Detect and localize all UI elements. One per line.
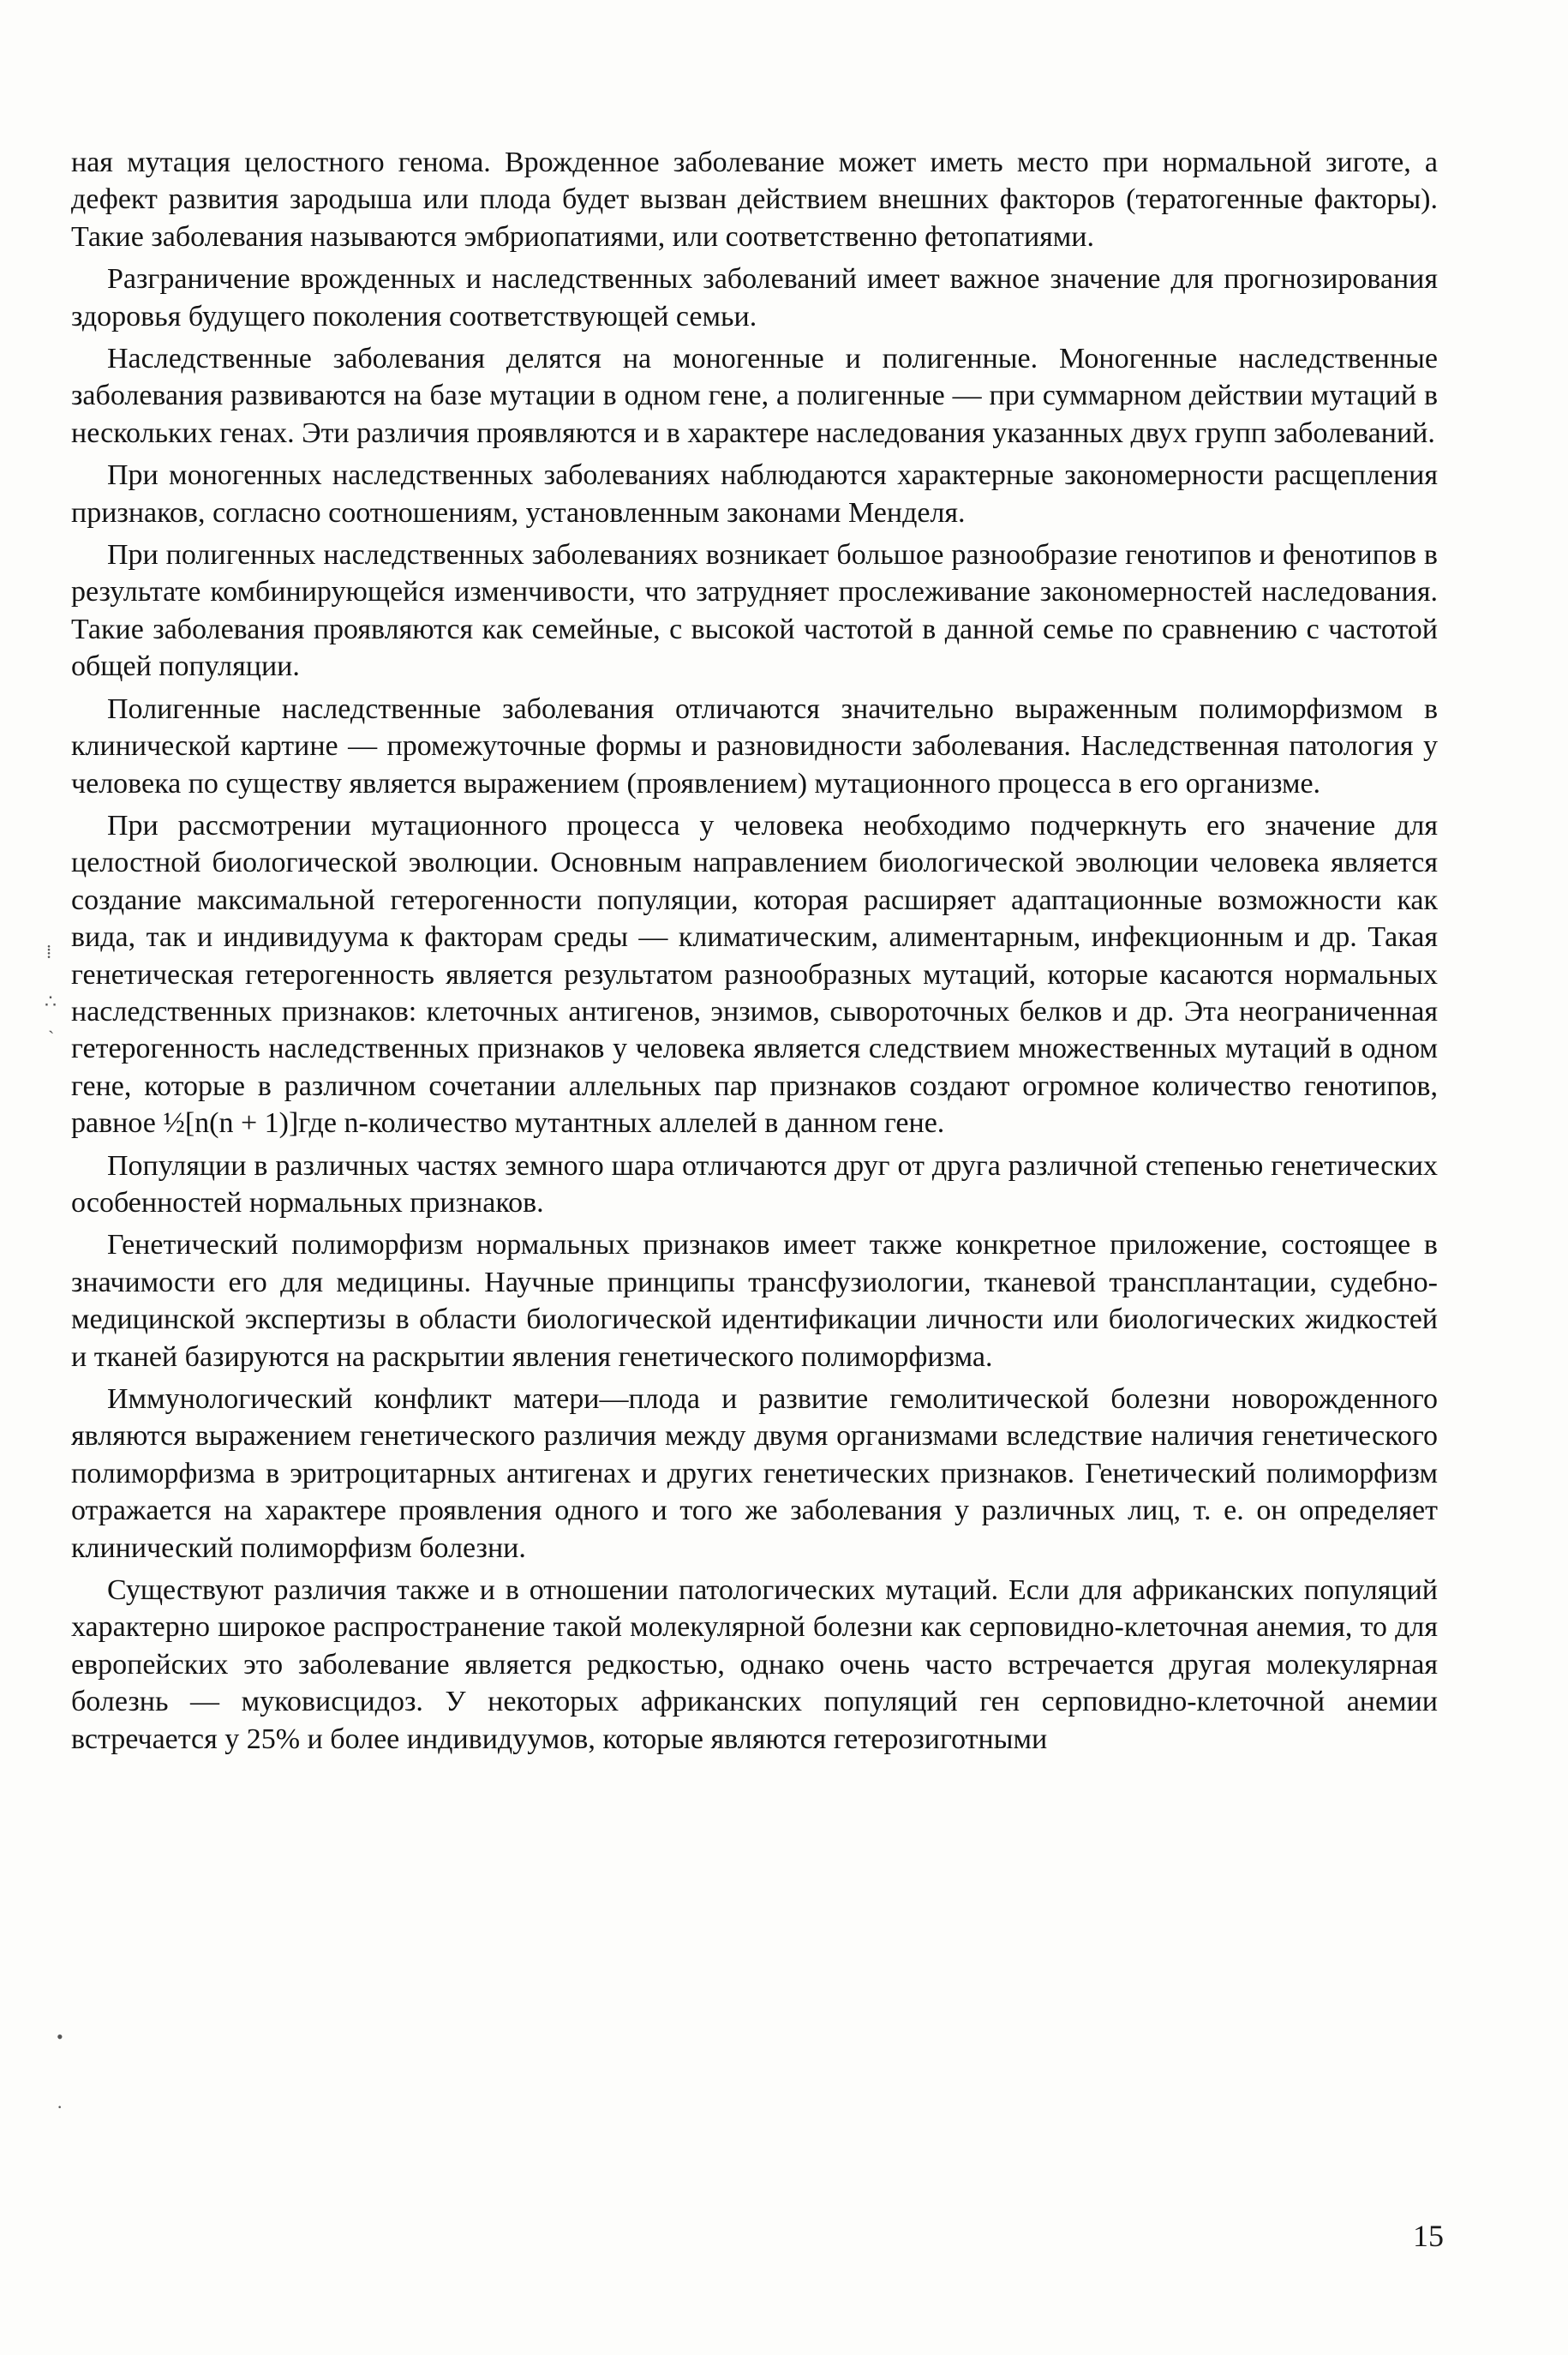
paragraph-8: Популяции в различных частях земного шара отличаются друг от друга различной степенью генетических особенностей нормальных признаков. — [71, 1149, 1438, 1219]
body-text — [71, 144, 1438, 1763]
margin-scan-mark: ∴ — [45, 991, 57, 1012]
paragraph-3: Наследственные заболевания делятся на моногенные и полигенные. Моногенные наследственные заболевания развиваются на базе мутации в одном гене, а полигенные — при суммарном действии мутаций в нескольких генах. Эти различия проявляются и в характере наследования указанных двух групп заболеваний. — [71, 343, 1438, 449]
paragraph-5: При полигенных наследственных заболеваниях возникает большое разнообразие генотипов и фенотипов в результате комбинирующейся изменчивости, что затрудняет прослеживание закономерностей наследования. Такие заболевания проявляются как семейные, с высокой частотой в данной семье по сравнению с частотой общей популяции. — [71, 539, 1438, 683]
margin-scan-mark: · — [57, 2096, 63, 2118]
paragraph-6: Полигенные наследственные заболевания отличаются значительно выраженным полиморфизмом в клинической картине — промежуточные формы и разновидности заболевания. Наследственная патология у человека по существу является выражением (проявлением) мутационного процесса в его организме. — [71, 692, 1438, 800]
page-number: 15 — [1413, 2219, 1444, 2253]
paragraph-1: ная мутация целостного генома. Врожденное заболевание может иметь место при нормальной зиготе, а дефект развития зародыша или плода будет вызван действием внешних факторов (тератогенные факторы). Такие заболевания называются эмбриопатиями, или соответственно фетопатиями. — [71, 147, 1438, 253]
paragraph-4: При моногенных наследственных заболеваниях наблюдаются характерные закономерности расщепления признаков, согласно соотношениям, установленным законами Менделя. — [71, 459, 1438, 529]
margin-scan-mark: • — [57, 2026, 63, 2047]
margin-scan-mark: ˋ — [48, 1027, 55, 1048]
paragraph-11: Существуют различия также и в отношении патологических мутаций. Если для африканских популяций характерно широкое распространение такой молекулярной болезни как серповидно-клеточная анемия, то для европейских это заболевание является редкостью, однако очень часто встречается другая молекулярная болезнь — муковисцидоз. У некоторых африканских популяций ген серповидно-клеточной анемии встречается у 25% и более индивидуумов, которые являются гетерозиготными — [71, 1574, 1438, 1755]
paragraph-10: Иммунологический конфликт матери—плода и развитие гемолитической болезни новорожденного являются выражением генетического различия между двумя организмами вследствие наличия генетического полиморфизма в эритроцитарных антигенах и других генетических признаков. Генетический полиморфизм отражается на характере проявления одного и того же заболевания у различных лиц, т. е. он определяет клинический полиморфизм болезни. — [71, 1383, 1438, 1564]
paragraph-2: Разграничение врожденных и наследственных заболеваний имеет важное значение для прогнозирования здоровья будущего поколения соответствующей семьи. — [71, 263, 1438, 333]
paragraph-7: При рассмотрении мутационного процесса у человека необходимо подчеркнуть его значение для целостной биологической эволюции. Основным направлением биологической эволюции человека является создание максимальной гетерогенности популяции, которая расширяет адаптационные возможности как вида, так и индивидуума к факторам среды — климатическим, алиментарным, инфекционным и др. Такая генетическая гетерогенность является результатом разнообразных мутаций, которые касаются нормальных наследственных признаков: клеточных антигенов, энзимов, сывороточных белков и др. Эта неограниченная гетерогенность наследственных признаков у человека является следствием множественных мутаций в одном гене, которые в различном сочетании аллельных пар признаков создают огромное количество генотипов, равное ½[n(n + 1)]где n-количество мутантных аллелей в данном гене. — [71, 809, 1438, 1140]
margin-scan-mark: ⁞ — [46, 941, 52, 962]
paragraph-9: Генетический полиморфизм нормальных признаков имеет также конкретное приложение, состоящее в значимости его для медицины. Научные принципы трансфузиологии, тканевой трансплантации, судебно-медицинской экспертизы в области биологической идентификации личности или биологических жидкостей и тканей базируются на раскрытии явления генетического полиморфизма. — [71, 1229, 1438, 1373]
